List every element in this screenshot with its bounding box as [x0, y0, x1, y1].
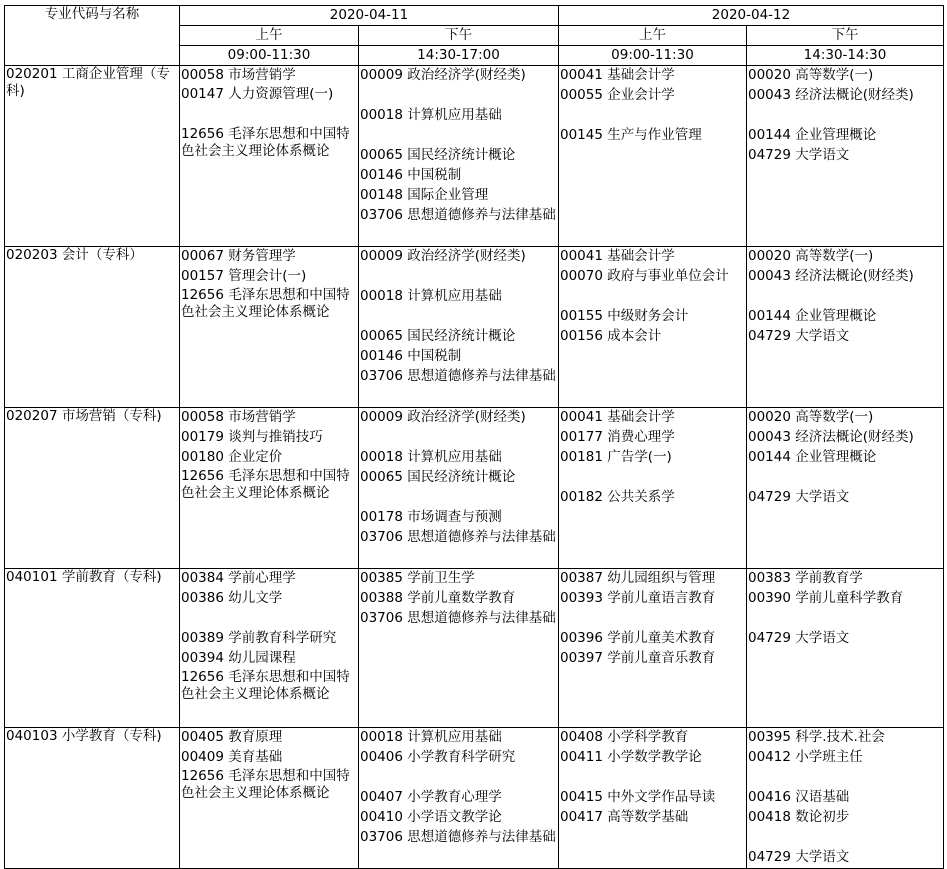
course-entry: 04729 大学语文 [748, 489, 850, 505]
course-spacer [560, 768, 745, 788]
course-entry: 00020 高等数学(一) [748, 409, 874, 425]
major-name-cell [5, 569, 180, 728]
major-name: 040103 小学教育（专科) [6, 728, 162, 744]
session-time: 14:30-14:30 [747, 46, 944, 66]
course-spacer [748, 106, 942, 126]
major-name: 020203 会计（专科） [6, 247, 143, 263]
course-entry: 00055 企业会计学 [560, 87, 675, 103]
course-entry: 00009 政治经济学(财经类) [360, 67, 526, 83]
course-entry: 00418 数论初步 [748, 809, 850, 825]
course-spacer [748, 287, 942, 307]
course-cell [180, 66, 359, 247]
course-entry: 00388 学前儿童数学教育 [360, 590, 516, 606]
table-row [5, 728, 944, 869]
course-entry: 00386 幼儿文学 [181, 590, 283, 606]
session-label: 上午 [559, 26, 747, 46]
course-entry: 00177 消费心理学 [560, 429, 675, 445]
table-row [5, 66, 944, 247]
course-entry: 12656 毛泽东思想和中国特色社会主义理论体系概论 [181, 669, 350, 702]
course-cell [359, 66, 559, 247]
course-entry: 00145 生产与作业管理 [560, 127, 702, 143]
course-cell [559, 66, 747, 247]
course-cell [359, 247, 559, 408]
major-name: 040101 学前教育（专科) [6, 569, 162, 585]
course-entry: 12656 毛泽东思想和中国特色社会主义理论体系概论 [181, 126, 350, 159]
course-entry: 00009 政治经济学(财经类) [360, 248, 526, 264]
schedule-body [5, 66, 944, 869]
course-entry: 00041 基础会计学 [560, 67, 675, 83]
course-entry: 03706 思想道德修养与法律基础 [360, 529, 556, 545]
course-cell [559, 247, 747, 408]
course-entry: 00394 幼儿园课程 [181, 650, 296, 666]
major-name: 020201 工商企业管理（专科) [6, 66, 170, 99]
course-entry: 00156 成本会计 [560, 328, 662, 344]
course-entry: 00043 经济法概论(财经类) [748, 87, 914, 103]
course-entry: 00018 计算机应用基础 [360, 729, 502, 745]
major-name-cell [5, 66, 180, 247]
course-entry: 04729 大学语文 [748, 630, 850, 646]
course-entry: 00181 广告学(一) [560, 449, 672, 465]
course-cell [180, 408, 359, 569]
course-entry: 00067 财务管理学 [181, 248, 296, 264]
course-entry: 00384 学前心理学 [181, 570, 296, 586]
course-spacer [560, 609, 745, 629]
course-entry: 00387 幼儿园组织与管理 [560, 570, 716, 586]
course-entry: 00396 学前儿童美术教育 [560, 630, 716, 646]
course-entry: 00070 政府与事业单位会计 [560, 268, 729, 284]
course-entry: 00393 学前儿童语言教育 [560, 590, 716, 606]
course-entry: 00409 美育基础 [181, 749, 283, 765]
course-spacer [748, 468, 942, 488]
session-label: 下午 [747, 26, 944, 46]
course-entry: 00415 中外文学作品导读 [560, 789, 716, 805]
course-entry: 00144 企业管理概论 [748, 127, 877, 143]
day-header-2: 2020-04-12 [559, 6, 944, 26]
course-entry: 04729 大学语文 [748, 849, 850, 865]
course-entry: 04729 大学语文 [748, 328, 850, 344]
course-entry: 00157 管理会计(一) [181, 268, 307, 284]
session-label: 上午 [180, 26, 359, 46]
course-cell [359, 569, 559, 728]
course-entry: 00148 国际企业管理 [360, 187, 489, 203]
course-entry: 00020 高等数学(一) [748, 67, 874, 83]
course-entry: 04729 大学语文 [748, 147, 850, 163]
table-row [5, 569, 944, 728]
course-entry: 00179 谈判与推销技巧 [181, 429, 323, 445]
major-name-cell [5, 408, 180, 569]
course-cell [359, 728, 559, 869]
course-spacer [360, 768, 557, 788]
course-spacer [560, 287, 745, 307]
course-entry: 00395 科学.技术.社会 [748, 729, 885, 745]
course-entry: 00155 中级财务会计 [560, 308, 689, 324]
table-row [5, 408, 944, 569]
course-spacer [560, 468, 745, 488]
course-cell [559, 728, 747, 869]
course-cell [180, 247, 359, 408]
course-entry: 03706 思想道德修养与法律基础 [360, 829, 556, 845]
course-entry: 00178 市场调查与预测 [360, 509, 502, 525]
course-entry: 00041 基础会计学 [560, 248, 675, 264]
course-spacer [748, 828, 942, 848]
course-entry: 00407 小学教育心理学 [360, 789, 502, 805]
course-entry: 00043 经济法概论(财经类) [748, 429, 914, 445]
course-entry: 00147 人力资源管理(一) [181, 86, 334, 102]
session-time: 09:00-11:30 [180, 46, 359, 66]
course-entry: 03706 思想道德修养与法律基础 [360, 610, 556, 626]
course-entry: 00146 中国税制 [360, 167, 462, 183]
course-entry: 12656 毛泽东思想和中国特色社会主义理论体系概论 [181, 468, 350, 501]
course-entry: 00390 学前儿童科学教育 [748, 590, 904, 606]
session-time: 09:00-11:30 [559, 46, 747, 66]
course-cell [559, 569, 747, 728]
course-spacer [360, 488, 557, 508]
course-spacer [748, 609, 942, 629]
course-entry: 12656 毛泽东思想和中国特色社会主义理论体系概论 [181, 768, 350, 801]
course-entry: 00180 企业定价 [181, 449, 283, 465]
course-entry: 00144 企业管理概论 [748, 308, 877, 324]
course-entry: 00405 教育原理 [181, 729, 283, 745]
course-entry: 00383 学前教育学 [748, 570, 863, 586]
day-header-1: 2020-04-11 [180, 6, 559, 26]
course-entry: 00043 经济法概论(财经类) [748, 268, 914, 284]
major-name: 020207 市场营销（专科) [6, 408, 162, 424]
course-cell [747, 569, 944, 728]
course-entry: 00416 汉语基础 [748, 789, 850, 805]
course-entry: 00009 政治经济学(财经类) [360, 409, 526, 425]
course-entry: 03706 思想道德修养与法律基础 [360, 368, 556, 384]
course-entry: 00065 国民经济统计概论 [360, 469, 516, 485]
course-entry: 00058 市场营销学 [181, 67, 296, 83]
course-entry: 00041 基础会计学 [560, 409, 675, 425]
course-entry: 00058 市场营销学 [181, 409, 296, 425]
course-entry: 00410 小学语文教学论 [360, 809, 502, 825]
course-entry: 00182 公共关系学 [560, 489, 675, 505]
course-spacer [181, 609, 357, 629]
course-spacer [360, 126, 557, 146]
major-name-cell [5, 728, 180, 869]
course-entry: 03706 思想道德修养与法律基础 [360, 207, 556, 223]
course-cell [559, 408, 747, 569]
course-cell [180, 728, 359, 869]
session-time: 14:30-17:00 [359, 46, 559, 66]
course-cell [180, 569, 359, 728]
course-entry: 00385 学前卫生学 [360, 570, 475, 586]
course-entry: 00389 学前教育科学研究 [181, 630, 337, 646]
course-entry: 00065 国民经济统计概论 [360, 147, 516, 163]
course-cell [747, 408, 944, 569]
course-entry: 00144 企业管理概论 [748, 449, 877, 465]
course-entry: 00406 小学教育科学研究 [360, 749, 516, 765]
course-spacer [748, 768, 942, 788]
table-row [5, 247, 944, 408]
course-cell [747, 728, 944, 869]
course-spacer [360, 307, 557, 327]
course-entry: 00018 计算机应用基础 [360, 288, 502, 304]
course-cell [747, 66, 944, 247]
course-entry: 00018 计算机应用基础 [360, 107, 502, 123]
session-label: 下午 [359, 26, 559, 46]
course-entry: 00020 高等数学(一) [748, 248, 874, 264]
course-spacer [560, 106, 745, 126]
course-entry: 00146 中国税制 [360, 348, 462, 364]
course-entry: 00397 学前儿童音乐教育 [560, 650, 716, 666]
exam-schedule-table [4, 5, 944, 869]
major-column-header: 专业代码与名称 [5, 6, 180, 66]
course-entry: 00412 小学班主任 [748, 749, 863, 765]
course-cell [359, 408, 559, 569]
major-name-cell [5, 247, 180, 408]
course-cell [747, 247, 944, 408]
course-entry: 00408 小学科学教育 [560, 729, 689, 745]
course-entry: 00065 国民经济统计概论 [360, 328, 516, 344]
course-entry: 00411 小学数学教学论 [560, 749, 702, 765]
course-entry: 12656 毛泽东思想和中国特色社会主义理论体系概论 [181, 287, 350, 320]
course-entry: 00417 高等数学基础 [560, 809, 689, 825]
course-entry: 00018 计算机应用基础 [360, 449, 502, 465]
